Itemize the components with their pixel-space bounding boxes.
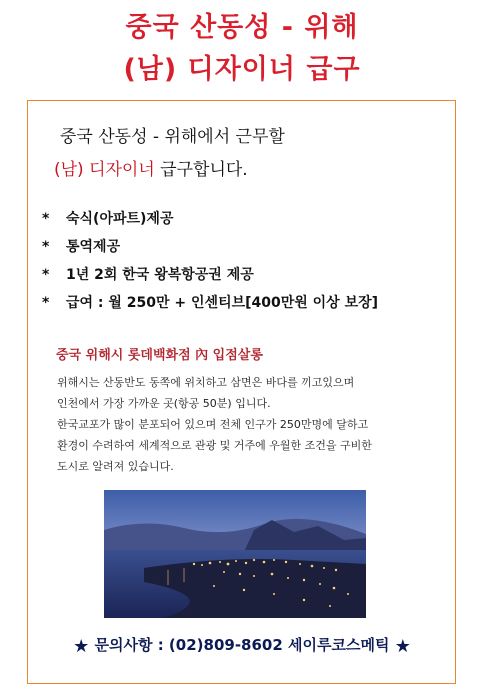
benefit-text: 통역제공 <box>66 239 121 255</box>
intro-line-2 <box>54 162 248 179</box>
intro-position: (남) 디자이너 <box>54 160 155 180</box>
benefit-item <box>42 212 173 226</box>
bullet-symbol: * <box>42 211 50 227</box>
star-icon: ★ <box>73 636 90 657</box>
bullet-symbol: * <box>42 295 50 311</box>
info-line: 인천에서 가장 가까운 곳(항공 50분) 입니다. <box>57 397 271 410</box>
benefit-item <box>42 296 378 310</box>
info-line: 한국교포가 많이 분포되어 있으며 전체 인구가 250만명에 달하고 <box>57 418 369 431</box>
benefit-text: 급여 : 월 250만 + 인센티브[400만원 이상 보장] <box>66 295 379 311</box>
title-line-2: (남) 디자이너 급구 <box>123 54 361 85</box>
title-line-1: 중국 산동성 - 위해 <box>125 12 359 43</box>
info-line: 도시로 알려져 있습니다. <box>57 460 174 473</box>
bullet-symbol: * <box>42 239 50 255</box>
bullet-symbol: * <box>42 267 50 283</box>
intro-hiring: 급구합니다. <box>154 160 248 180</box>
benefit-text: 숙식(아파트)제공 <box>66 211 174 227</box>
benefit-item <box>42 240 120 254</box>
info-line: 위해시는 산동반도 동쪽에 위치하고 삼면은 바다를 끼고있으며 <box>57 376 355 389</box>
contact-text: 문의사항 : (02)809-8602 세이루코스메틱 <box>94 636 390 654</box>
contact-line <box>0 638 484 656</box>
info-line: 환경이 수려하여 세계적으로 관광 및 거주에 우월한 조건을 구비한 <box>57 439 372 452</box>
benefit-item <box>42 268 254 282</box>
benefit-text: 1년 2회 한국 왕복항공권 제공 <box>66 267 254 283</box>
info-heading: 중국 위해시 롯데백화점 內 입점살롱 <box>56 348 263 363</box>
star-icon: ★ <box>394 636 411 657</box>
intro-line-1: 중국 산동성 - 위해에서 근무할 <box>60 127 285 147</box>
city-night-photo <box>104 490 366 618</box>
